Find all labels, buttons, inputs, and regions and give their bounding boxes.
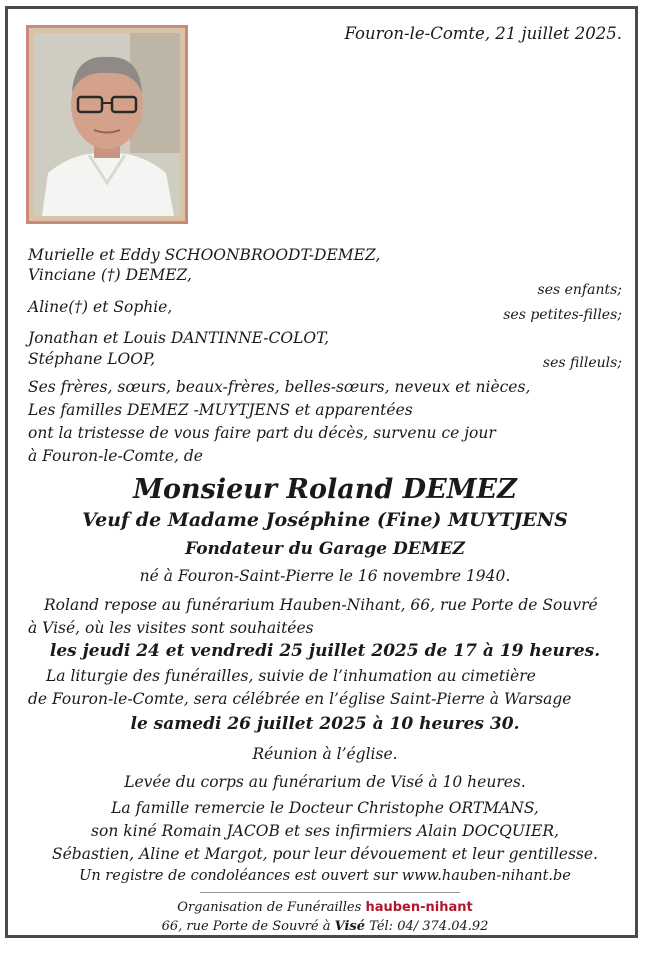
godchildren-role: ses filleuls; <box>542 355 622 371</box>
birth-line: né à Fouron-Saint-Pierre le 16 novembre 1940. <box>139 567 511 585</box>
footer-org-line <box>0 900 650 915</box>
footer-address-line <box>0 919 650 934</box>
portrait-illustration <box>34 33 180 216</box>
widow-of: Veuf de Madame Joséphine (Fine) MUYTJENS <box>82 509 568 531</box>
siblings-line: Ses frères, sœurs, beaux-frères, belles-sœurs, neveux et nièces, <box>28 378 531 396</box>
deceased-name: Monsieur Roland DEMEZ <box>133 474 517 505</box>
children-role: ses enfants; <box>537 282 622 298</box>
removal-line: Levée du corps au funérarium de Visé à 10 heures. <box>124 773 526 791</box>
thanks-line-2: son kiné Romain JACOB et ses infirmiers Alain DOCQUIER, <box>91 822 559 840</box>
grandchildren-role: ses petites-filles; <box>503 307 622 323</box>
footer-divider <box>200 892 460 893</box>
footer-org-label: Organisation de Funérailles <box>177 900 362 915</box>
godchildren-line-2: Stéphane LOOP, <box>28 350 156 368</box>
meeting-line: Réunion à l’église. <box>252 745 398 763</box>
registry-line: Un registre de condoléances est ouvert sur www.hauben-nihant.be <box>79 868 571 884</box>
thanks-line-1: La famille remercie le Docteur Christophe ORTMANS, <box>111 799 539 817</box>
grandchildren-line: Aline(†) et Sophie, <box>28 298 173 316</box>
godchildren-line-1: Jonathan et Louis DANTINNE-COLOT, <box>28 329 330 347</box>
children-line-1: Murielle et Eddy SCHOONBROODT-DEMEZ, <box>28 246 381 264</box>
footer-phone: Tél: 04/ 374.04.92 <box>369 919 489 934</box>
footer-city: Visé <box>334 919 366 934</box>
families-line: Les familles DEMEZ -MUYTJENS et apparentées <box>28 401 413 419</box>
thanks-line-3: Sébastien, Aline et Margot, pour leur dévouement et leur gentillesse. <box>52 845 598 863</box>
brand-logo-text: hauben-nihant <box>365 900 473 915</box>
liturgy-line-1: La liturgie des funérailles, suivie de l’inhumation au cimetière <box>46 667 536 685</box>
date-line: Fouron-le-Comte, 21 juillet 2025. <box>344 24 622 43</box>
footer-address: 66, rue Porte de Souvré à <box>161 919 331 934</box>
liturgy-line-2: de Fouron-le-Comte, sera célébrée en l’église Saint-Pierre à Warsage <box>28 690 572 708</box>
announce-line-1: ont la tristesse de vous faire part du décès, survenu ce jour <box>28 424 496 442</box>
rest-line-1: Roland repose au funérarium Hauben-Nihant, 66, rue Porte de Souvré <box>44 596 598 614</box>
visits-line: les jeudi 24 et vendredi 25 juillet 2025 de 17 à 19 heures. <box>49 641 601 661</box>
children-line-2: Vinciane (†) DEMEZ, <box>28 266 192 284</box>
portrait-photo <box>26 25 188 224</box>
founder-line: Fondateur du Garage DEMEZ <box>185 539 465 559</box>
announce-line-2: à Fouron-le-Comte, de <box>28 447 203 465</box>
funeral-date: le samedi 26 juillet 2025 à 10 heures 30. <box>130 714 520 734</box>
rest-line-2: à Visé, où les visites sont souhaitées <box>28 619 314 637</box>
